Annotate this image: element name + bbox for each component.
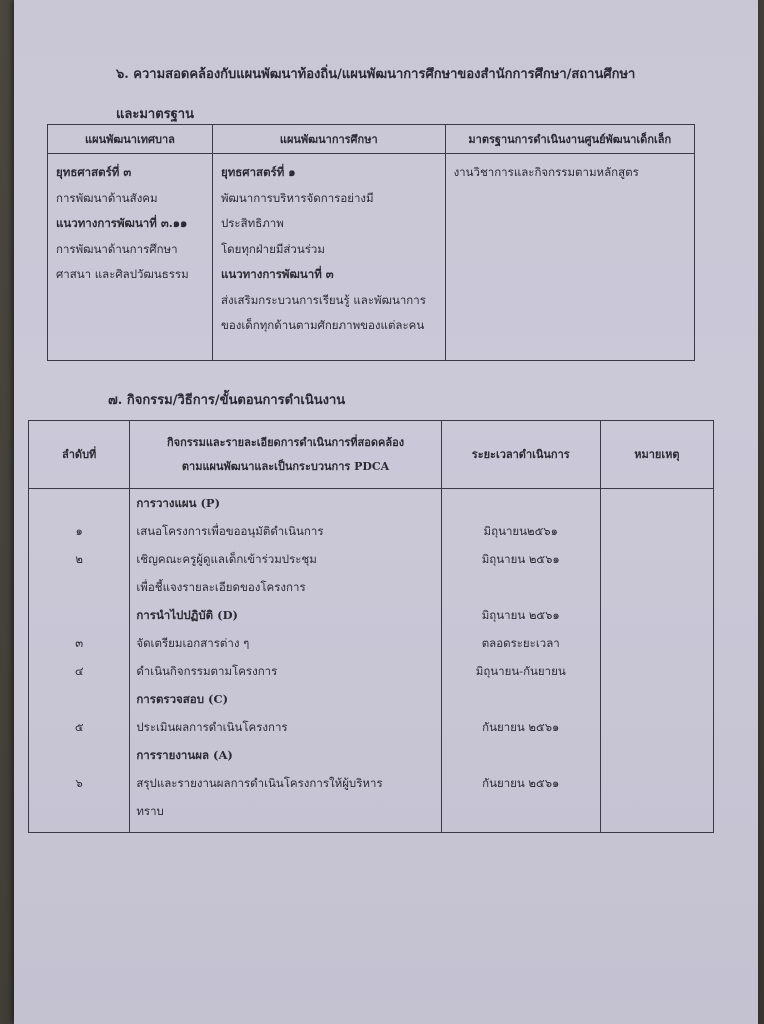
row-number	[29, 685, 129, 713]
col-header-activity	[130, 421, 441, 489]
activity-text: สรุปและรายงานผลการดำเนินโครงการให้ผู้บริหาร	[136, 776, 383, 790]
period-text: มิถุนายน๒๕๖๑	[483, 524, 558, 538]
period-text	[442, 489, 600, 517]
period-column	[441, 489, 600, 833]
municipal-plan-line: การพัฒนาด้านสังคม	[56, 190, 158, 205]
period-text: กันยายน ๒๕๖๑	[482, 720, 560, 734]
section6-heading-line1: ๖. ความสอดคล้องกับแผนพัฒนาท้องถิ่น/แผนพัฒนาการศึกษาของสำนักการศึกษา/สถานศึกษา	[116, 67, 636, 82]
activity-text: เสนอโครงการเพื่อขออนุมัติดำเนินการ	[136, 524, 324, 538]
municipal-plan-line: ศาสนา และศิลปวัฒนธรรม	[56, 267, 189, 281]
activity-table-header	[29, 421, 714, 489]
col-header-education-plan: แผนพัฒนาการศึกษา	[212, 125, 445, 154]
row-number	[29, 601, 129, 629]
activity-text: ประเมินผลการดำเนินโครงการ	[136, 720, 288, 734]
col-header-order: ลำดับที่	[29, 421, 130, 489]
col-header-activity-line1: กิจกรรมและรายละเอียดการดำเนินการที่สอดคล้อง	[166, 435, 405, 449]
col-header-activity-line2: ตามแผนพัฒนาและเป็นกระบวนการ PDCA	[181, 459, 390, 473]
municipal-plan-cell	[48, 154, 213, 361]
period-text: มิถุนายน ๒๕๖๑	[481, 552, 560, 566]
education-plan-line: พัฒนาการบริหารจัดการอย่างมี	[220, 190, 374, 205]
activity-text: เพื่อชี้แจงรายละเอียดของโครงการ	[136, 580, 306, 594]
order-column	[29, 489, 130, 833]
row-number: ๒	[75, 552, 83, 566]
row-number	[29, 797, 129, 825]
municipal-plan-line: ยุทธศาสตร์ที่ ๓	[56, 165, 132, 179]
pdca-phase-label: การนำไปปฏิบัติ (D)	[136, 608, 238, 622]
municipal-plan-line: การพัฒนาด้านการศึกษา	[56, 241, 178, 256]
row-number: ๔	[74, 664, 84, 678]
activity-table	[28, 420, 714, 833]
education-plan-cell	[212, 154, 445, 361]
row-number: ๑	[75, 524, 83, 538]
alignment-table-row	[48, 154, 695, 361]
row-number	[29, 741, 129, 769]
education-plan-line: แนวทางการพัฒนาที่ ๓	[220, 267, 334, 281]
pdca-phase-label: การตรวจสอบ (C)	[136, 692, 229, 706]
activity-table-body	[29, 489, 714, 833]
period-text: มิถุนายน ๒๕๖๑	[481, 608, 560, 622]
education-plan-line: ของเด็กทุกด้านตามศักยภาพของแต่ละคน	[220, 318, 425, 332]
col-header-remark: หมายเหตุ	[600, 421, 713, 489]
education-plan-line: ส่งเสริมกระบวนการเรียนรู้ และพัฒนาการ	[220, 292, 426, 307]
alignment-table-header	[48, 125, 695, 154]
col-header-period: ระยะเวลาดำเนินการ	[441, 421, 600, 489]
row-number: ๓	[75, 636, 84, 650]
col-header-municipal-plan: แผนพัฒนาเทศบาล	[48, 125, 213, 154]
pdca-phase-label: การวางแผน (P)	[136, 496, 221, 510]
row-number	[29, 573, 129, 601]
activity-text: ทราบ	[136, 804, 164, 818]
period-text: กันยายน ๒๕๖๑	[482, 776, 560, 790]
period-text	[442, 797, 600, 825]
childcare-standard-cell	[445, 154, 694, 361]
alignment-table	[47, 124, 695, 361]
period-text: ตลอดระยะเวลา	[481, 636, 560, 650]
period-text	[442, 741, 600, 769]
education-plan-line: ยุทธศาสตร์ที่ ๑	[220, 165, 296, 179]
section6-heading-line2: และมาตรฐาน	[116, 107, 194, 122]
activity-text: ดำเนินกิจกรรมตามโครงการ	[136, 664, 278, 678]
col-header-childcare-standard: มาตรฐานการดำเนินงานศูนย์พัฒนาเด็กเล็ก	[445, 125, 694, 154]
activity-text: จัดเตรียมเอกสารต่าง ๆ	[136, 636, 250, 650]
period-text	[442, 573, 600, 601]
municipal-plan-line: แนวทางการพัฒนาที่ ๓.๑๑	[56, 216, 188, 230]
activity-column	[130, 489, 441, 833]
row-number: ๕	[74, 720, 84, 734]
education-plan-line: ประสิทธิภาพ	[220, 216, 284, 230]
education-plan-line: โดยทุกฝ่ายมีส่วนร่วม	[220, 241, 325, 256]
period-text	[442, 685, 600, 713]
remark-column	[600, 489, 713, 833]
period-text: มิถุนายน-กันยายน	[475, 664, 566, 678]
pdca-phase-label: การรายงานผล (A)	[136, 748, 233, 762]
activity-text: เชิญคณะครูผู้ดูแลเด็กเข้าร่วมประชุม	[136, 552, 317, 566]
document-page	[14, 0, 758, 1024]
row-number	[29, 489, 129, 517]
childcare-standard-line: งานวิชาการและกิจกรรมตามหลักสูตร	[453, 165, 639, 179]
section7-heading: ๗. กิจกรรม/วิธีการ/ขั้นตอนการดำเนินงาน	[108, 393, 346, 408]
row-number: ๖	[75, 776, 83, 790]
